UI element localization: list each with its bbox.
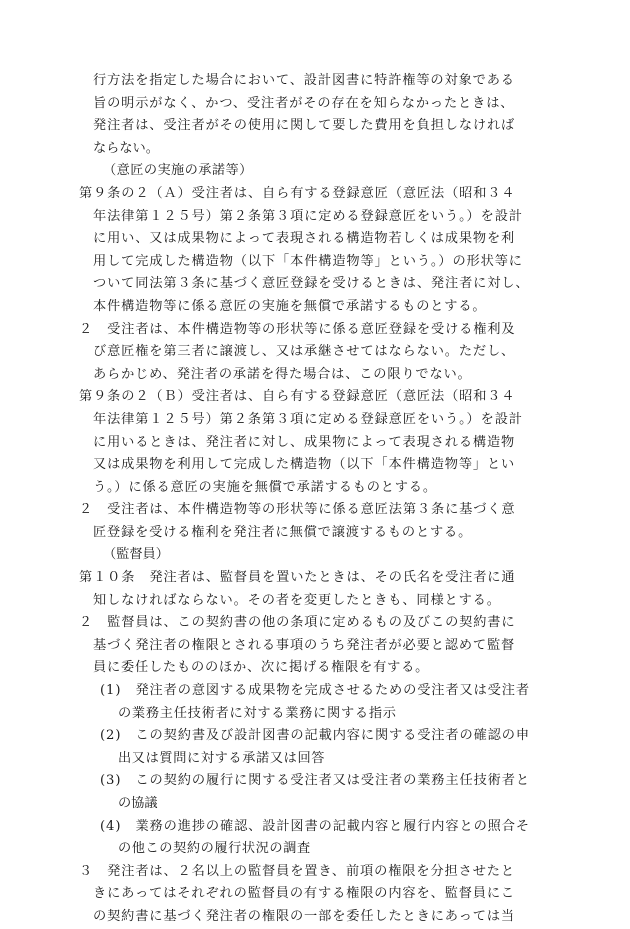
text-line: う。）に係る意匠の実施を無償で承諾するものとする。 — [93, 479, 437, 495]
text-line: 本件構造物等に係る意匠の実施を無償で承諾するものとする。 — [93, 298, 487, 314]
text-line: ついて同法第３条に基づく意匠登録を受けるときは、発注者に対し、 — [93, 276, 530, 292]
text-line: ２ 受注者は、本件構造物等の形状等に係る意匠法第３条に基づく意 — [79, 502, 516, 518]
text-line: び意匠権を第三者に譲渡し、又は承継させてはならない。ただし、 — [93, 344, 516, 360]
text-line: ２ 受注者は、本件構造物等の形状等に係る意匠登録を受ける権利及 — [79, 321, 516, 337]
text-line: 第１０条 発注者は、監督員を置いたときは、その氏名を受注者に通 — [79, 570, 516, 586]
text-line: 又は成果物を利用して完成した構造物（以下「本件構造物等」とい — [93, 457, 516, 473]
text-line: 出又は質問に対する承諾又は回答 — [118, 750, 326, 766]
text-line: に用い、又は成果物によって表現される構造物若しくは成果物を利 — [93, 231, 516, 247]
text-line: 旨の明示がなく、かつ、受注者がその存在を知らなかったときは、 — [93, 95, 515, 111]
text-line: (2) この契約書及び設計図書の記載内容に関する受注者の確認の申 — [100, 728, 530, 744]
text-line: 員に委任したもののほか、次に掲げる権限を有する。 — [93, 660, 430, 676]
text-line: の契約書に基づく発注者の権限の一部を委任したときにあっては当 — [93, 908, 515, 924]
text-line: （監督員） — [103, 547, 169, 563]
text-line: あらかじめ、発注者の承諾を得た場合は、この限りでない。 — [93, 366, 472, 382]
text-line: の他この契約の履行状況の調査 — [118, 841, 311, 857]
text-line: 第９条の２（Ａ）受注者は、自ら有する登録意匠（意匠法（昭和３４ — [79, 185, 516, 201]
text-line: (3) この契約の履行に関する受注者又は受注者の業務主任技術者と — [100, 773, 530, 789]
text-line: （意匠の実施の承諾等） — [103, 163, 253, 179]
text-line: 年法律第１２５号）第２条第３項に定める登録意匠をいう。）を設計 — [93, 411, 523, 427]
text-line: 用して完成した構造物（以下「本件構造物等」という。）の形状等に — [93, 253, 523, 269]
text-line: きにあってはそれぞれの監督員の有する権限の内容を、監督員にこ — [93, 886, 515, 902]
document-body — [0, 70, 630, 929]
text-line: ならない。 — [93, 140, 159, 156]
text-line: 匠登録を受ける権利を発注者に無償で譲渡するものとする。 — [93, 524, 473, 540]
text-line: ３ 発注者は、２名以上の監督員を置き、前項の権限を分担させたと — [79, 863, 515, 879]
text-line: (4) 業務の進捗の確認、設計図書の記載内容と履行内容との照合そ — [100, 818, 530, 834]
text-line: 知しなければならない。その者を変更したときも、同様とする。 — [93, 592, 501, 608]
text-line: (1) 発注者の意図する成果物を完成させるための受注者又は受注者 — [100, 683, 530, 699]
text-line: 行方法を指定した場合において、設計図書に特許権等の対象である — [93, 73, 515, 88]
text-line: に用いるときは、発注者に対し、成果物によって表現される構造物 — [93, 434, 516, 450]
text-line: 発注者は、受注者がその使用に関して要した費用を負担しなければ — [93, 118, 516, 134]
text-line: 年法律第１２５号）第２条第３項に定める登録意匠をいう。）を設計 — [93, 208, 523, 224]
text-line: 基づく発注者の権限とされる事項のうち発注者が必要と認めて監督 — [93, 637, 516, 653]
text-line: ２ 監督員は、この契約書の他の条項に定めるもの及びこの契約書に — [79, 615, 516, 631]
text-line: 第９条の２（Ｂ）受注者は、自ら有する登録意匠（意匠法（昭和３４ — [79, 389, 516, 405]
text-line: の協議 — [118, 796, 158, 811]
text-line: の業務主任技術者に対する業務に関する指示 — [118, 705, 397, 721]
